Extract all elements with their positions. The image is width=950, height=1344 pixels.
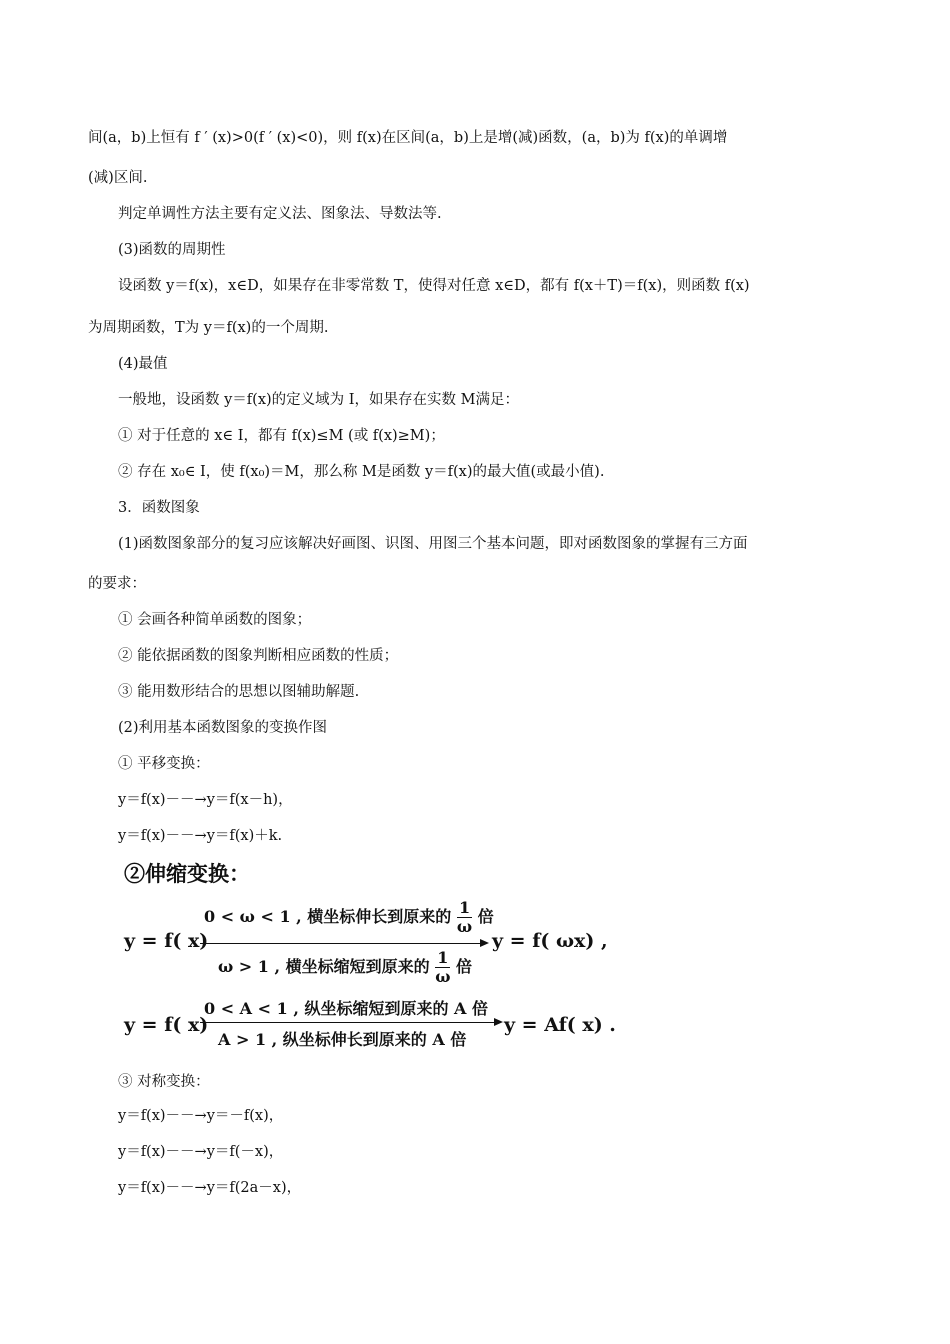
list-item: ① 会画各种简单函数的图象； bbox=[118, 612, 312, 628]
transform-arrow-line bbox=[200, 943, 482, 944]
fraction-denominator: ω bbox=[456, 917, 473, 936]
paragraph: (2)利用基本函数图象的变换作图 bbox=[118, 720, 328, 736]
formula-condition-top: 0 < A < 1 , 纵坐标缩短到原来的 A 倍 bbox=[204, 999, 489, 1018]
arrow-head-icon bbox=[480, 939, 489, 947]
subsection-title-stretch: ②伸缩变换： bbox=[124, 861, 250, 886]
formula-line: y＝f(x)－－→y＝f(x)＋k. bbox=[118, 828, 283, 844]
condition-text: 倍 bbox=[477, 907, 494, 926]
fraction bbox=[457, 900, 472, 935]
paragraph-line: (1)函数图象部分的复习应该解决好画图、识图、用图三个基本问题，即对函数图象的掌握有三方面 bbox=[118, 536, 748, 552]
formula-line: y＝f(x)－－→y＝f(x－h)， bbox=[118, 792, 293, 808]
fraction bbox=[435, 950, 450, 985]
section-title-extremum: (4)最值 bbox=[118, 356, 168, 372]
formula-rhs: y = f( ωx) , bbox=[492, 930, 608, 952]
condition-text: 0 < ω < 1 , 横坐标伸长到原来的 bbox=[204, 907, 452, 926]
condition-text: ω > 1 , 横坐标缩短到原来的 bbox=[218, 957, 430, 976]
paragraph: 判定单调性方法主要有定义法、图象法、导数法等. bbox=[118, 206, 442, 222]
formula-rhs: y = Af( x) . bbox=[504, 1014, 616, 1036]
formula-line: y＝f(x)－－→y＝－f(x)， bbox=[118, 1108, 284, 1124]
paragraph-line: 设函数 y＝f(x)，x∈D，如果存在非零常数 T，使得对任意 x∈D，都有 f(x＋T)＝f(x)，则函数 f(x) bbox=[118, 278, 750, 294]
paragraph-line: 为周期函数，T为 y＝f(x)的一个周期. bbox=[88, 320, 329, 336]
list-item: ③ 能用数形结合的思想以图辅助解题. bbox=[118, 684, 360, 700]
formula-condition-top bbox=[204, 900, 494, 935]
list-item: ② 能依据函数的图象判断相应函数的性质； bbox=[118, 648, 399, 664]
formula-lhs: y = f( x) bbox=[124, 1014, 209, 1036]
paragraph-line: 的要求： bbox=[88, 576, 146, 592]
formula-line: y＝f(x)－－→y＝f(－x)， bbox=[118, 1144, 284, 1160]
condition-text: 倍 bbox=[456, 957, 473, 976]
section-title-graphs: 3．函数图象 bbox=[118, 500, 200, 516]
formula-condition-bottom: A > 1 , 纵坐标伸长到原来的 A 倍 bbox=[218, 1030, 467, 1049]
fraction-numerator: 1 bbox=[435, 950, 450, 968]
list-item: ① 对于任意的 x∈ I，都有 f(x)≤M (或 f(x)≥M)； bbox=[118, 428, 445, 444]
paragraph-line: 一般地，设函数 y＝f(x)的定义域为 I，如果存在实数 M满足： bbox=[118, 392, 519, 408]
formula-lhs: y = f( x) bbox=[124, 930, 209, 952]
formula-line: y＝f(x)－－→y＝f(2a－x)， bbox=[118, 1180, 302, 1196]
subsection-title-symmetry: ③ 对称变换： bbox=[118, 1074, 210, 1090]
arrow-head-icon bbox=[494, 1018, 503, 1026]
subsection-title-shift: ① 平移变换： bbox=[118, 756, 210, 772]
fraction-numerator: 1 bbox=[457, 900, 472, 918]
list-item: ② 存在 x₀∈ I，使 f(x₀)＝M，那么称 M是函数 y＝f(x)的最大值(或最小值). bbox=[118, 464, 605, 480]
transform-arrow-line bbox=[200, 1022, 496, 1023]
fraction-denominator: ω bbox=[435, 967, 451, 986]
paragraph-line: 间(a，b)上恒有 f ′ (x)>0(f ′ (x)<0)，则 f(x)在区间(a，b)上是增(减)函数，(a，b)为 f(x)的单调增 bbox=[88, 130, 728, 146]
section-title-periodicity: (3)函数的周期性 bbox=[118, 242, 226, 258]
formula-condition-bottom bbox=[218, 950, 472, 985]
paragraph-line: (减)区间. bbox=[88, 170, 148, 186]
